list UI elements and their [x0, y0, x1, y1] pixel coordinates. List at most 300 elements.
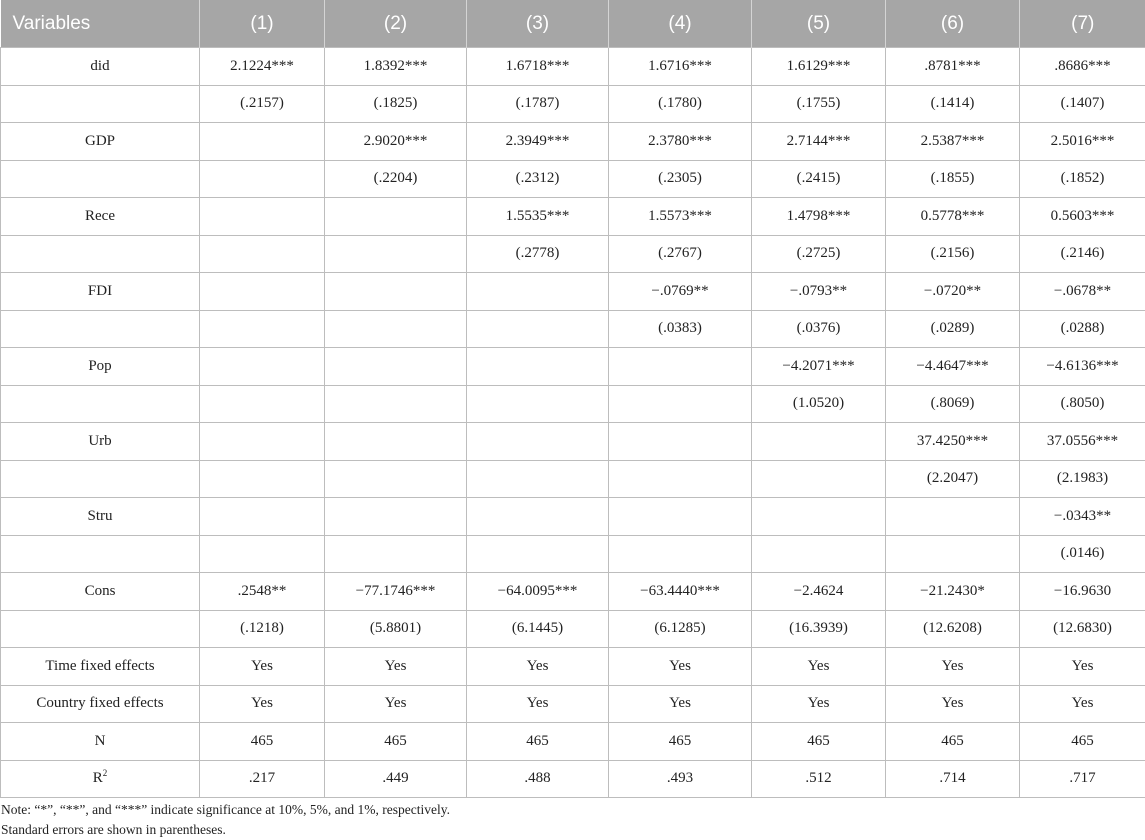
value-cell	[325, 160, 467, 198]
value-cell	[609, 48, 752, 86]
value-cell	[1020, 648, 1145, 686]
cell-value: 2.5016***	[1051, 133, 1115, 149]
value-cell	[200, 160, 325, 198]
value-cell	[886, 685, 1020, 723]
value-cell	[1020, 273, 1145, 311]
value-cell	[200, 685, 325, 723]
row-label: R	[93, 770, 103, 786]
value-cell	[325, 198, 467, 236]
cell-value: −63.4440***	[640, 583, 720, 599]
value-cell	[886, 760, 1020, 798]
row-label-cell	[1, 48, 200, 86]
row-label: Rece	[85, 208, 115, 224]
value-cell	[752, 85, 886, 123]
header-cell-model-2: (2)	[325, 0, 467, 48]
value-cell	[200, 385, 325, 423]
value-cell	[609, 85, 752, 123]
value-cell	[886, 310, 1020, 348]
cell-value: Yes	[1072, 695, 1094, 711]
value-cell	[752, 48, 886, 86]
value-cell	[886, 610, 1020, 648]
value-cell	[1020, 685, 1145, 723]
value-cell	[886, 85, 1020, 123]
value-cell	[886, 535, 1020, 573]
value-cell	[325, 48, 467, 86]
cell-value: (.2778)	[516, 245, 560, 261]
value-cell	[200, 310, 325, 348]
significance-note: Note: “*”, “**”, and “***” indicate significance at 10%, 5%, and 1%, respectively.	[1, 800, 450, 820]
value-cell	[886, 348, 1020, 386]
value-cell	[752, 610, 886, 648]
row-label-cell	[1, 573, 200, 611]
row-label-cell	[1, 723, 200, 761]
row-label-cell	[1, 385, 200, 423]
value-cell	[752, 685, 886, 723]
rece-row	[1, 198, 1145, 236]
value-cell	[609, 235, 752, 273]
value-cell	[752, 123, 886, 161]
cell-value: −.0678**	[1054, 283, 1111, 299]
cell-value: .217	[249, 770, 275, 786]
value-cell	[886, 123, 1020, 161]
value-cell	[752, 423, 886, 461]
value-cell	[200, 573, 325, 611]
r2-row	[1, 760, 1145, 798]
row-label: N	[95, 733, 106, 749]
value-cell	[886, 273, 1020, 311]
value-cell	[467, 273, 609, 311]
value-cell	[609, 348, 752, 386]
value-cell	[467, 760, 609, 798]
cell-value: 2.3780***	[648, 133, 712, 149]
cell-value: (.2312)	[516, 170, 560, 186]
value-cell	[325, 273, 467, 311]
cell-value: −4.6136***	[1046, 358, 1118, 374]
cell-value: 465	[1071, 733, 1094, 749]
cell-value: .488	[524, 770, 550, 786]
value-cell	[752, 723, 886, 761]
cell-value: (12.6208)	[923, 620, 982, 636]
row-label-cell	[1, 535, 200, 573]
row-label-cell	[1, 348, 200, 386]
rece-se-row	[1, 235, 1145, 273]
value-cell	[325, 85, 467, 123]
cell-value: (.1780)	[658, 95, 702, 111]
value-cell	[200, 535, 325, 573]
row-label: Time fixed effects	[45, 658, 154, 674]
cell-value: 465	[669, 733, 692, 749]
value-cell	[886, 48, 1020, 86]
value-cell	[325, 760, 467, 798]
cell-value: (6.1445)	[512, 620, 563, 636]
did-row	[1, 48, 1145, 86]
urb-se-row	[1, 460, 1145, 498]
value-cell	[1020, 48, 1145, 86]
value-cell	[467, 573, 609, 611]
cell-value: (.0146)	[1061, 545, 1105, 561]
cell-value: −4.4647***	[916, 358, 988, 374]
gdp-se-row	[1, 160, 1145, 198]
cell-value: 1.8392***	[364, 58, 428, 74]
superscript: 2	[103, 768, 108, 778]
value-cell	[1020, 423, 1145, 461]
value-cell	[200, 760, 325, 798]
fdi-row	[1, 273, 1145, 311]
value-cell	[752, 573, 886, 611]
cell-value: (.1825)	[374, 95, 418, 111]
cell-value: −21.2430*	[920, 583, 985, 599]
cell-value: .8781***	[924, 58, 980, 74]
value-cell	[200, 348, 325, 386]
row-label: Cons	[85, 583, 116, 599]
cell-value: 37.4250***	[917, 433, 988, 449]
cell-value: (.2725)	[797, 245, 841, 261]
value-cell	[200, 198, 325, 236]
value-cell	[1020, 498, 1145, 536]
value-cell	[1020, 385, 1145, 423]
value-cell	[886, 160, 1020, 198]
cell-value: .493	[667, 770, 693, 786]
value-cell	[325, 460, 467, 498]
value-cell	[325, 423, 467, 461]
cell-value: .8686***	[1054, 58, 1110, 74]
value-cell	[467, 648, 609, 686]
cell-value: .449	[382, 770, 408, 786]
value-cell	[467, 460, 609, 498]
value-cell	[886, 648, 1020, 686]
value-cell	[1020, 198, 1145, 236]
row-label-cell	[1, 423, 200, 461]
pop-se-row	[1, 385, 1145, 423]
value-cell	[752, 760, 886, 798]
header-cell-model-6: (6)	[886, 0, 1020, 48]
value-cell	[467, 198, 609, 236]
cell-value: 2.9020***	[364, 133, 428, 149]
cell-value: −.0343**	[1054, 508, 1111, 524]
cell-value: Yes	[251, 695, 273, 711]
cell-value: 37.0556***	[1047, 433, 1118, 449]
value-cell	[467, 385, 609, 423]
cell-value: (.2157)	[240, 95, 284, 111]
cell-value: −.0769**	[651, 283, 708, 299]
country-fe-row	[1, 685, 1145, 723]
cell-value: Yes	[942, 658, 964, 674]
n-row	[1, 723, 1145, 761]
value-cell	[609, 423, 752, 461]
cell-value: (2.2047)	[927, 470, 978, 486]
value-cell	[467, 348, 609, 386]
cell-value: −16.9630	[1054, 583, 1111, 599]
fdi-se-row	[1, 310, 1145, 348]
value-cell	[609, 760, 752, 798]
value-cell	[325, 648, 467, 686]
cell-value: Yes	[527, 695, 549, 711]
cell-value: Yes	[669, 658, 691, 674]
header-cell-model-4: (4)	[609, 0, 752, 48]
cell-value: (.1852)	[1061, 170, 1105, 186]
gdp-row	[1, 123, 1145, 161]
header-cell-model-7: (7)	[1020, 0, 1145, 48]
value-cell	[752, 348, 886, 386]
cell-value: .714	[939, 770, 965, 786]
cell-value: 1.5573***	[648, 208, 712, 224]
value-cell	[752, 498, 886, 536]
cell-value: (.8050)	[1061, 395, 1105, 411]
urb-row	[1, 423, 1145, 461]
row-label-cell	[1, 160, 200, 198]
cell-value: Yes	[385, 658, 407, 674]
value-cell	[886, 198, 1020, 236]
value-cell	[1020, 235, 1145, 273]
cell-value: −.0793**	[790, 283, 847, 299]
cell-value: 2.5387***	[921, 133, 985, 149]
value-cell	[886, 235, 1020, 273]
cell-value: (.1755)	[797, 95, 841, 111]
value-cell	[200, 648, 325, 686]
cell-value: Yes	[527, 658, 549, 674]
value-cell	[200, 460, 325, 498]
value-cell	[467, 123, 609, 161]
cell-value: 465	[941, 733, 964, 749]
value-cell	[325, 123, 467, 161]
cell-value: 1.5535***	[506, 208, 570, 224]
value-cell	[200, 235, 325, 273]
cell-value: 2.3949***	[506, 133, 570, 149]
cell-value: 1.6718***	[506, 58, 570, 74]
value-cell	[609, 310, 752, 348]
cell-value: .717	[1069, 770, 1095, 786]
row-label: Country fixed effects	[36, 695, 163, 711]
value-cell	[609, 610, 752, 648]
value-cell	[609, 198, 752, 236]
row-label-cell	[1, 610, 200, 648]
cell-value: Yes	[808, 695, 830, 711]
row-label-cell	[1, 648, 200, 686]
value-cell	[609, 648, 752, 686]
row-label-cell	[1, 235, 200, 273]
value-cell	[1020, 123, 1145, 161]
value-cell	[325, 348, 467, 386]
row-label-cell	[1, 685, 200, 723]
cons-row	[1, 573, 1145, 611]
row-label: Stru	[87, 508, 112, 524]
standard-error-note: Standard errors are shown in parentheses.	[1, 820, 450, 840]
row-label-cell	[1, 273, 200, 311]
value-cell	[752, 310, 886, 348]
cell-value: 465	[807, 733, 830, 749]
row-label: Pop	[88, 358, 111, 374]
value-cell	[752, 460, 886, 498]
time-fe-row	[1, 648, 1145, 686]
row-label: Urb	[88, 433, 111, 449]
cell-value: (.2146)	[1061, 245, 1105, 261]
value-cell	[1020, 160, 1145, 198]
row-label-cell	[1, 498, 200, 536]
cell-value: 0.5603***	[1051, 208, 1115, 224]
value-cell	[609, 535, 752, 573]
value-cell	[1020, 535, 1145, 573]
value-cell	[1020, 760, 1145, 798]
row-label-cell	[1, 198, 200, 236]
value-cell	[200, 423, 325, 461]
value-cell	[200, 723, 325, 761]
value-cell	[609, 273, 752, 311]
value-cell	[752, 535, 886, 573]
value-cell	[752, 198, 886, 236]
value-cell	[1020, 460, 1145, 498]
value-cell	[325, 610, 467, 648]
value-cell	[1020, 573, 1145, 611]
cell-value: 1.4798***	[787, 208, 851, 224]
cell-value: (.0288)	[1061, 320, 1105, 336]
stru-row	[1, 498, 1145, 536]
cell-value: 1.6129***	[787, 58, 851, 74]
value-cell	[325, 310, 467, 348]
value-cell	[467, 85, 609, 123]
value-cell	[467, 160, 609, 198]
cell-value: −2.4624	[794, 583, 844, 599]
value-cell	[609, 685, 752, 723]
cell-value: (.0289)	[931, 320, 975, 336]
value-cell	[886, 423, 1020, 461]
cell-value: 465	[384, 733, 407, 749]
cell-value: (.0376)	[797, 320, 841, 336]
did-se-row	[1, 85, 1145, 123]
value-cell	[325, 723, 467, 761]
row-label-cell	[1, 760, 200, 798]
value-cell	[752, 160, 886, 198]
value-cell	[467, 235, 609, 273]
value-cell	[200, 610, 325, 648]
header-row	[1, 0, 1145, 48]
value-cell	[1020, 348, 1145, 386]
cell-value: (.0383)	[658, 320, 702, 336]
cell-value: (.2415)	[797, 170, 841, 186]
value-cell	[1020, 610, 1145, 648]
value-cell	[467, 310, 609, 348]
row-label-cell	[1, 310, 200, 348]
cell-value: Yes	[669, 695, 691, 711]
value-cell	[609, 160, 752, 198]
cell-value: (.1855)	[931, 170, 975, 186]
value-cell	[325, 573, 467, 611]
row-label-cell	[1, 460, 200, 498]
row-label-cell	[1, 85, 200, 123]
value-cell	[1020, 723, 1145, 761]
cell-value: .2548**	[238, 583, 287, 599]
value-cell	[609, 385, 752, 423]
cell-value: (12.6830)	[1053, 620, 1112, 636]
row-label: FDI	[88, 283, 112, 299]
cell-value: (6.1285)	[654, 620, 705, 636]
value-cell	[752, 235, 886, 273]
value-cell	[752, 385, 886, 423]
value-cell	[325, 535, 467, 573]
header-cell-model-3: (3)	[467, 0, 609, 48]
table-body	[1, 48, 1145, 798]
cell-value: (.1787)	[516, 95, 560, 111]
value-cell	[752, 648, 886, 686]
value-cell	[886, 385, 1020, 423]
value-cell	[752, 273, 886, 311]
cell-value: (2.1983)	[1057, 470, 1108, 486]
cell-value: 465	[526, 733, 549, 749]
cell-value: Yes	[942, 695, 964, 711]
value-cell	[609, 460, 752, 498]
value-cell	[467, 535, 609, 573]
cell-value: (.2204)	[374, 170, 418, 186]
value-cell	[325, 385, 467, 423]
value-cell	[200, 498, 325, 536]
value-cell	[609, 723, 752, 761]
value-cell	[1020, 310, 1145, 348]
cell-value: (.2305)	[658, 170, 702, 186]
value-cell	[200, 123, 325, 161]
value-cell	[1020, 85, 1145, 123]
value-cell	[609, 498, 752, 536]
table-notes	[1, 800, 450, 840]
cell-value: 2.1224***	[230, 58, 294, 74]
cell-value: 1.6716***	[648, 58, 712, 74]
cell-value: (.2156)	[931, 245, 975, 261]
value-cell	[200, 85, 325, 123]
value-cell	[325, 235, 467, 273]
cell-value: 465	[251, 733, 274, 749]
cell-value: (.8069)	[931, 395, 975, 411]
cell-value: (.1407)	[1061, 95, 1105, 111]
value-cell	[886, 723, 1020, 761]
header-cell-variables: Variables	[1, 0, 200, 48]
cell-value: (16.3939)	[789, 620, 848, 636]
row-label: did	[90, 58, 109, 74]
value-cell	[886, 498, 1020, 536]
value-cell	[886, 460, 1020, 498]
cons-se-row	[1, 610, 1145, 648]
cell-value: −4.2071***	[782, 358, 854, 374]
value-cell	[467, 48, 609, 86]
cell-value: Yes	[808, 658, 830, 674]
cell-value: Yes	[385, 695, 407, 711]
value-cell	[467, 498, 609, 536]
value-cell	[200, 48, 325, 86]
cell-value: −77.1746***	[356, 583, 436, 599]
value-cell	[467, 423, 609, 461]
value-cell	[325, 685, 467, 723]
cell-value: −64.0095***	[498, 583, 578, 599]
value-cell	[609, 573, 752, 611]
cell-value: (1.0520)	[793, 395, 844, 411]
cell-value: (.1218)	[240, 620, 284, 636]
pop-row	[1, 348, 1145, 386]
row-label: GDP	[85, 133, 115, 149]
stru-se-row	[1, 535, 1145, 573]
value-cell	[467, 610, 609, 648]
cell-value: (.1414)	[931, 95, 975, 111]
cell-value: (5.8801)	[370, 620, 421, 636]
row-label-cell	[1, 123, 200, 161]
value-cell	[886, 573, 1020, 611]
cell-value: −.0720**	[924, 283, 981, 299]
value-cell	[325, 498, 467, 536]
header-cell-model-1: (1)	[200, 0, 325, 48]
cell-value: 0.5778***	[921, 208, 985, 224]
value-cell	[467, 723, 609, 761]
value-cell	[467, 685, 609, 723]
cell-value: (.2767)	[658, 245, 702, 261]
cell-value: Yes	[251, 658, 273, 674]
cell-value: .512	[805, 770, 831, 786]
header-cell-model-5: (5)	[752, 0, 886, 48]
